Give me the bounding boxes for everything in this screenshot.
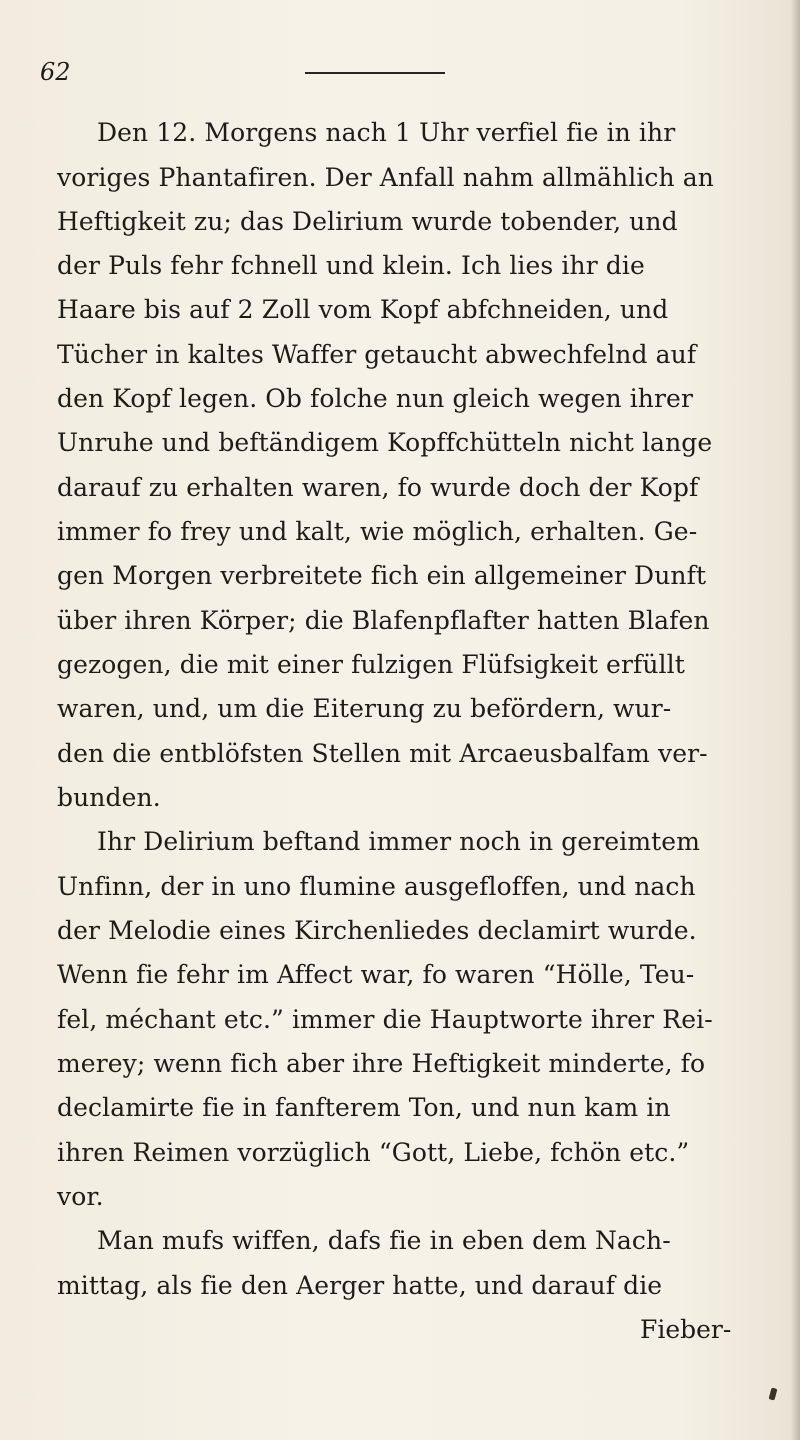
ink-smudge <box>769 1387 778 1400</box>
text-line: Unfinn, der in uno flumine ausgefloffen, und nach <box>57 872 696 901</box>
text-line: der Melodie eines Kirchenliedes declamirt wurde. <box>57 916 697 945</box>
page-edge-shadow <box>790 0 800 1440</box>
text-line: den Kopf legen. Ob folche nun gleich wegen ihrer <box>57 384 694 413</box>
text-line: ihren Reimen vorzüglich “Gott, Liebe, fchön etc.” <box>57 1138 690 1167</box>
text-line: vor. <box>57 1182 104 1211</box>
text-line: Man mufs wiffen, dafs fie in eben dem Nach- <box>97 1226 671 1255</box>
text-line: Wenn fie fehr im Affect war, fo waren “Hölle, Teu- <box>57 960 695 989</box>
text-line: bunden. <box>57 783 161 812</box>
text-line: den die entblöfsten Stellen mit Arcaeusbalfam ver- <box>57 739 708 768</box>
text-line: Haare bis auf 2 Zoll vom Kopf abfchneiden, und <box>57 295 669 324</box>
text-line: Heftigkeit zu; das Delirium wurde tobender, und <box>57 207 678 236</box>
header-rule <box>305 72 445 74</box>
text-line: fel, méchant etc.” immer die Hauptworte ihrer Rei- <box>57 1005 713 1034</box>
text-line: gen Morgen verbreitete fich ein allgemeiner Dunft <box>57 561 707 590</box>
text-line: mittag, als fie den Aerger hatte, und darauf die <box>57 1271 663 1300</box>
text-line: gezogen, die mit einer fulzigen Flüfsigkeit erfüllt <box>57 650 685 679</box>
text-line: Ihr Delirium beftand immer noch in gereimtem <box>97 827 700 856</box>
catchword: Fieber- <box>640 1315 732 1344</box>
text-line: merey; wenn fich aber ihre Heftigkeit minderte, fo <box>57 1049 706 1078</box>
page-number: 62 <box>40 58 71 86</box>
text-line: Den 12. Morgens nach 1 Uhr verfiel fie in ihr <box>97 118 676 147</box>
text-line: darauf zu erhalten waren, fo wurde doch der Kopf <box>57 473 699 502</box>
text-line: declamirte fie in fanfterem Ton, und nun kam in <box>57 1093 671 1122</box>
text-line: Tücher in kaltes Waffer getaucht abwechfelnd auf <box>57 340 697 369</box>
text-line: voriges Phantafiren. Der Anfall nahm allmählich an <box>57 163 714 192</box>
text-line: über ihren Körper; die Blafenpflafter hatten Blafen <box>57 606 710 635</box>
text-line: der Puls fehr fchnell und klein. Ich lies ihr die <box>57 251 645 280</box>
text-line: immer fo frey und kalt, wie möglich, erhalten. Ge- <box>57 517 698 546</box>
text-line: Unruhe und beftändigem Kopffchütteln nicht lange <box>57 428 713 457</box>
text-line: waren, und, um die Eiterung zu befördern, wur- <box>57 694 672 723</box>
